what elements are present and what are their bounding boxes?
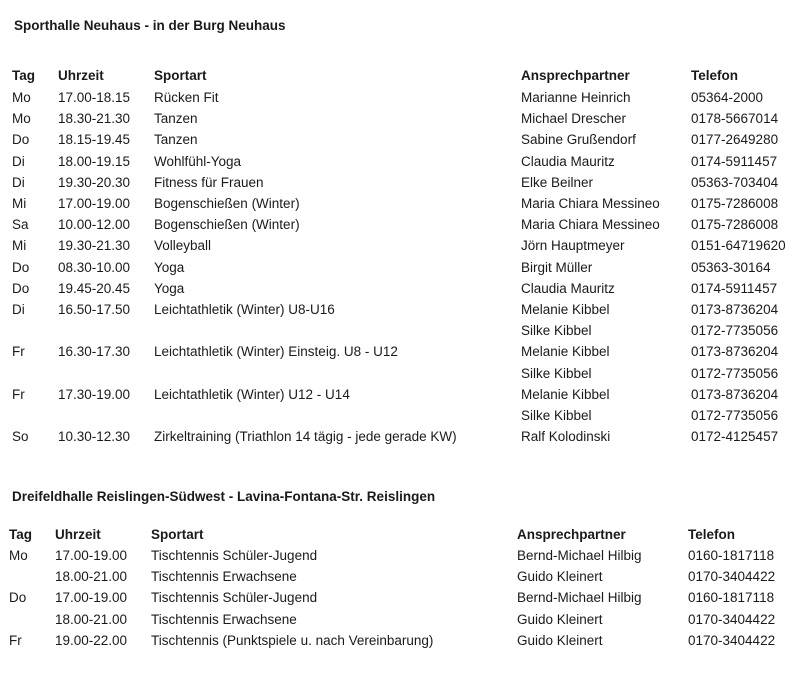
table-row (0, 129, 800, 150)
table-row (0, 172, 800, 193)
cell-sportart: Leichtathletik (Winter) U12 - U14 (154, 386, 350, 402)
cell-ansprech: Maria Chiara Messineo (521, 217, 660, 233)
cell-tag: Fr (12, 344, 25, 360)
cell-ansprech: Guido Kleinert (517, 632, 603, 648)
cell-tel: 05364-2000 (691, 90, 764, 105)
cell-sportart: Yoga (154, 280, 185, 296)
cell-zeit: 10.00-12.00 (58, 217, 131, 233)
cell-tel: 0170-3404422 (688, 632, 776, 648)
cell-tel: 0170-3404422 (688, 611, 776, 627)
cell-zeit: 17.00-19.00 (55, 548, 128, 563)
cell-ansprech: Bernd-Michael Hilbig (517, 548, 642, 563)
cell-sportart: Tischtennis Erwachsene (151, 569, 297, 585)
cell-ansprech: Guido Kleinert (517, 611, 603, 627)
cell-tel: 0178-5667014 (691, 111, 779, 127)
header-sportart: Sportart (154, 68, 207, 83)
cell-sportart: Rücken Fit (154, 90, 219, 105)
header-zeit: Uhrzeit (55, 527, 101, 542)
header-ansprech: Ansprechpartner (521, 68, 630, 83)
cell-tag: Mi (12, 196, 27, 211)
header-ansprech: Ansprechpartner (517, 527, 626, 542)
cell-zeit: 19.45-20.45 (58, 280, 131, 296)
cell-tag: Fr (9, 632, 22, 648)
cell-sportart: Wohlfühl-Yoga (154, 153, 242, 169)
cell-ansprech: Elke Beilner (521, 174, 594, 190)
cell-sportart: Yoga (154, 259, 185, 275)
table-row (0, 320, 800, 341)
cell-ansprech: Melanie Kibbel (521, 302, 610, 317)
cell-tel: 0174-5911457 (691, 280, 778, 296)
cell-zeit: 17.00-19.00 (55, 590, 128, 606)
cell-ansprech: Silke Kibbel (521, 408, 592, 423)
header-zeit: Uhrzeit (58, 68, 104, 83)
cell-sportart: Zirkeltraining (Triathlon 14 tägig - jede gerade KW) (154, 429, 457, 445)
cell-tel: 0172-4125457 (691, 429, 779, 445)
table-row (0, 566, 800, 587)
cell-zeit: 18.15-19.45 (58, 132, 131, 148)
cell-tag: So (12, 429, 29, 445)
cell-zeit: 10.30-12.30 (58, 429, 131, 445)
cell-zeit: 17.30-19.00 (58, 386, 131, 402)
cell-zeit: 17.00-19.00 (58, 196, 131, 211)
table-row (0, 278, 800, 299)
cell-sportart: Tischtennis Schüler-Jugend (151, 590, 318, 606)
cell-tel: 0160-1817118 (688, 590, 775, 606)
cell-zeit: 18.30-21.30 (58, 111, 131, 127)
cell-tel: 05363-30164 (691, 259, 771, 275)
table-row (0, 214, 800, 235)
table-row (0, 87, 800, 108)
table-row (0, 299, 800, 320)
cell-zeit: 18.00-21.00 (55, 611, 128, 627)
cell-ansprech: Michael Drescher (521, 111, 627, 127)
cell-zeit: 19.30-20.30 (58, 174, 131, 190)
header-sportart: Sportart (151, 527, 204, 542)
section-title: Dreifeldhalle Reislingen-Südwest - Lavina-Fontana-Str. Reislingen (12, 489, 436, 504)
table-header (0, 65, 800, 86)
cell-sportart: Leichtathletik (Winter) U8-U16 (154, 302, 335, 317)
cell-sportart: Tischtennis (Punktspiele u. nach Vereinbarung) (151, 632, 434, 648)
cell-sportart: Leichtathletik (Winter) Einsteig. U8 - U12 (154, 344, 398, 360)
table-row (0, 235, 800, 256)
cell-ansprech: Sabine Grußendorf (521, 132, 636, 148)
cell-ansprech: Melanie Kibbel (521, 344, 610, 360)
cell-tel: 0173-8736204 (691, 344, 779, 360)
cell-tag: Do (12, 259, 30, 275)
cell-tag: Di (12, 174, 25, 190)
cell-tag: Sa (12, 217, 29, 233)
cell-sportart: Tanzen (154, 111, 198, 127)
cell-tel: 0173-8736204 (691, 386, 779, 402)
table-header (0, 524, 800, 545)
header-tel: Telefon (688, 527, 735, 542)
cell-zeit: 16.30-17.30 (58, 344, 131, 360)
cell-tel: 0170-3404422 (688, 569, 776, 585)
table-row (0, 108, 800, 129)
cell-tel: 0174-5911457 (691, 153, 778, 169)
table-row (0, 405, 800, 426)
cell-sportart: Bogenschießen (Winter) (154, 196, 300, 211)
cell-ansprech: Claudia Mauritz (521, 153, 615, 169)
cell-tel: 0172-7735056 (691, 323, 779, 339)
cell-ansprech: Bernd-Michael Hilbig (517, 590, 642, 606)
cell-tag: Mo (12, 111, 31, 127)
cell-tag: Do (9, 590, 27, 606)
cell-sportart: Tischtennis Schüler-Jugend (151, 548, 318, 563)
cell-ansprech: Guido Kleinert (517, 569, 603, 585)
cell-ansprech: Ralf Kolodinski (521, 429, 611, 445)
cell-tel: 05363-703404 (691, 174, 779, 190)
table-row (0, 363, 800, 384)
header-tel: Telefon (691, 68, 738, 83)
header-tag: Tag (12, 68, 35, 83)
table-row (0, 587, 800, 608)
cell-ansprech: Jörn Hauptmeyer (521, 238, 625, 254)
table-row (0, 151, 800, 172)
cell-sportart: Tischtennis Erwachsene (151, 611, 297, 627)
table-row (0, 257, 800, 278)
cell-ansprech: Claudia Mauritz (521, 280, 615, 296)
header-tag: Tag (9, 527, 32, 542)
cell-tag: Mo (12, 90, 31, 105)
cell-sportart: Fitness für Frauen (154, 174, 264, 190)
cell-zeit: 18.00-21.00 (55, 569, 128, 585)
cell-ansprech: Melanie Kibbel (521, 386, 610, 402)
cell-tel: 0175-7286008 (691, 217, 779, 233)
cell-sportart: Bogenschießen (Winter) (154, 217, 300, 233)
cell-tag: Di (12, 302, 25, 317)
table-row (0, 609, 800, 630)
table-row (0, 545, 800, 566)
cell-tel: 0172-7735056 (691, 365, 779, 381)
cell-ansprech: Silke Kibbel (521, 365, 592, 381)
cell-tel: 0173-8736204 (691, 302, 779, 317)
cell-tag: Fr (12, 386, 25, 402)
cell-sportart: Tanzen (154, 132, 198, 148)
cell-zeit: 08.30-10.00 (58, 259, 131, 275)
cell-zeit: 16.50-17.50 (58, 302, 131, 317)
cell-ansprech: Birgit Müller (521, 259, 593, 275)
table-row (0, 193, 800, 214)
cell-tel: 0151-64719620 (691, 238, 786, 254)
cell-tag: Mo (9, 548, 28, 563)
table-row (0, 384, 800, 405)
cell-ansprech: Silke Kibbel (521, 323, 592, 339)
table-row (0, 426, 800, 447)
cell-zeit: 18.00-19.15 (58, 153, 131, 169)
cell-tag: Do (12, 280, 30, 296)
cell-zeit: 19.00-22.00 (55, 632, 128, 648)
cell-tel: 0160-1817118 (688, 548, 775, 563)
cell-ansprech: Maria Chiara Messineo (521, 196, 660, 211)
section-title: Sporthalle Neuhaus - in der Burg Neuhaus (14, 18, 286, 33)
cell-zeit: 19.30-21.30 (58, 238, 131, 254)
cell-tel: 0172-7735056 (691, 408, 779, 423)
cell-tag: Mi (12, 238, 27, 254)
cell-zeit: 17.00-18.15 (58, 90, 131, 105)
table-row (0, 630, 800, 651)
cell-tag: Di (12, 153, 25, 169)
cell-tel: 0177-2649280 (691, 132, 779, 148)
table-row (0, 341, 800, 362)
cell-ansprech: Marianne Heinrich (521, 90, 631, 105)
cell-tel: 0175-7286008 (691, 196, 779, 211)
cell-tag: Do (12, 132, 30, 148)
cell-sportart: Volleyball (154, 238, 212, 254)
